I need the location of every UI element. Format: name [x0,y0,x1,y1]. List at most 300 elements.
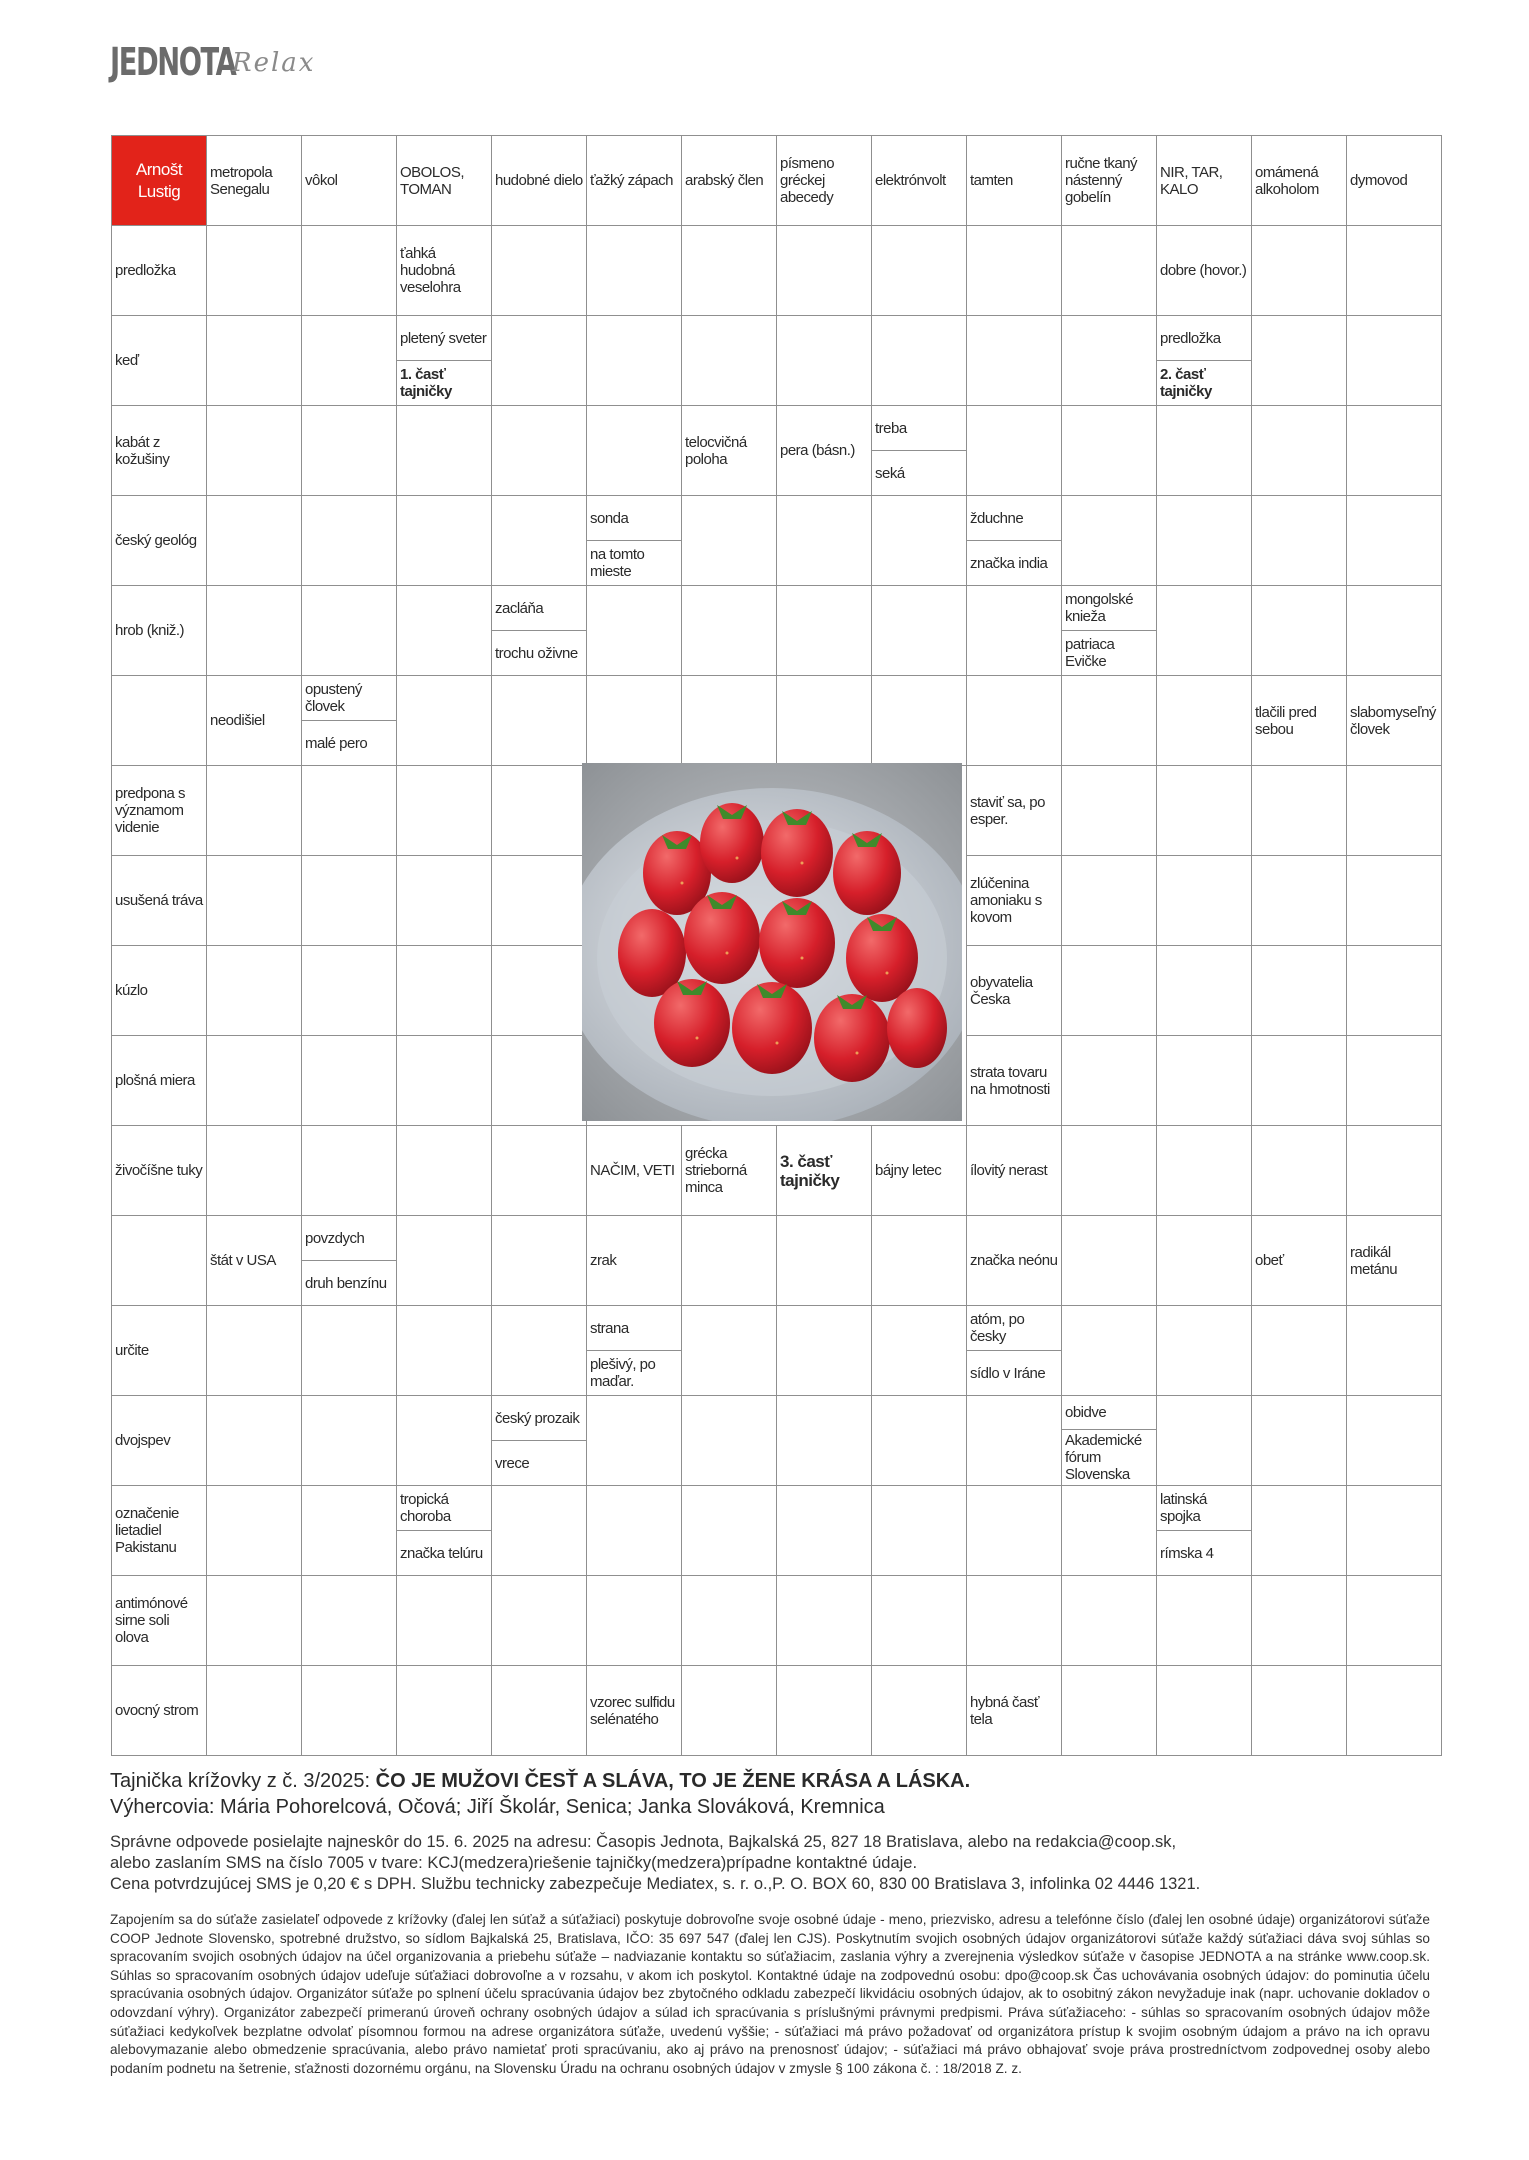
answer-cell[interactable] [397,946,492,1036]
answer-cell[interactable] [682,676,777,766]
answer-cell[interactable] [1157,856,1252,946]
answer-cell[interactable] [872,1216,967,1306]
answer-cell[interactable] [682,1306,777,1396]
answer-cell[interactable] [1157,766,1252,856]
answer-cell[interactable] [1347,1126,1442,1216]
clue-text: radikál metánu [1350,1243,1398,1278]
clue-text: 2. časť tajničky [1160,366,1212,400]
answer-cell[interactable] [207,586,302,676]
answer-cell[interactable] [112,676,207,766]
clue-text: grécka strieborná minca [685,1145,747,1196]
clue-cell [682,406,777,496]
clue-text: značka telúru [400,1544,483,1562]
clue-cell [587,1666,682,1756]
clue-text: český prozaik [492,1396,586,1441]
clue-cell-split [397,1486,492,1576]
answer-cell[interactable] [587,1486,682,1576]
answer-cell[interactable] [1252,496,1347,586]
clue-text: hudobné dielo [495,172,583,189]
clue-cell [967,1666,1062,1756]
clue-text: slabomyseľný človek [1350,703,1436,738]
answer-cell[interactable] [492,1576,587,1666]
clue-text: OBOLOS, TOMAN [400,163,465,198]
answer-cell[interactable] [1252,766,1347,856]
answer-cell[interactable] [1347,406,1442,496]
answer-cell[interactable] [302,586,397,676]
answer-cell[interactable] [1062,1126,1157,1216]
answer-cell[interactable] [967,1396,1062,1486]
answer-cell[interactable] [492,406,587,496]
grid-row [112,496,1442,586]
answer-cell[interactable] [1252,1486,1347,1576]
answer-cell[interactable] [872,676,967,766]
answer-cell[interactable] [872,496,967,586]
answer-cell[interactable] [207,1666,302,1756]
clue-text: seká [875,464,905,482]
answer-cell[interactable] [1157,1036,1252,1126]
clue-text: hybná časť tela [970,1693,1040,1728]
solution-answer: ČO JE MUŽOVI ČESŤ A SLÁVA, TO JE ŽENE KRÁSA A LÁSKA. [375,1770,971,1792]
clue-cell [1347,136,1442,226]
clue-text: ílovitý nerast [970,1162,1048,1179]
answer-cell[interactable] [492,496,587,586]
answer-cell[interactable] [587,1396,682,1486]
clue-cell [112,1486,207,1576]
clue-text: ručne tkaný nástenný gobelín [1065,155,1138,206]
answer-cell[interactable] [397,1576,492,1666]
answer-cell[interactable] [207,1486,302,1576]
answer-cell[interactable] [1062,406,1157,496]
clue-text: strata tovaru na hmotnosti [970,1063,1050,1098]
answer-cell[interactable] [682,1216,777,1306]
clue-text: telocvičná poloha [685,433,747,468]
clue-text: predložka [1157,316,1251,361]
clue-cell [967,1036,1062,1126]
answer-cell[interactable] [1157,496,1252,586]
clue-cell-split [302,1216,397,1306]
clue-cell [112,406,207,496]
footer [110,1768,1430,2078]
answer-cell[interactable] [1157,586,1252,676]
answer-cell[interactable] [872,1486,967,1576]
clue-text: zacláňa [492,586,586,631]
clue-cell [967,1216,1062,1306]
clue-cell [1252,676,1347,766]
answer-cell[interactable] [1252,406,1347,496]
clue-text: usušená tráva [115,892,203,909]
clue-cell-split [1062,1396,1157,1486]
answer-cell[interactable] [682,226,777,316]
answer-cell[interactable] [587,1576,682,1666]
answer-cell[interactable] [1347,496,1442,586]
answer-cell[interactable] [1062,226,1157,316]
answer-cell[interactable] [872,226,967,316]
instructions [110,1832,1430,1895]
brand-logo: JEDNOTA [110,40,236,84]
answer-cell[interactable] [302,1486,397,1576]
clue-text: 1. časť tajničky [400,366,452,400]
answer-cell[interactable] [1252,1396,1347,1486]
clue-text: český geológ [115,532,197,549]
clue-text: kúzlo [115,982,148,999]
clue-cell [112,946,207,1036]
clue-cell [112,226,207,316]
clue-text: arabský člen [685,172,764,189]
clue-text: Akademické fórum Slovenska [1065,1432,1142,1483]
answer-cell[interactable] [682,496,777,586]
answer-cell[interactable] [492,226,587,316]
instructions-line: alebo zaslaním SMS na číslo 7005 v tvare: KCJ(medzera)riešenie tajničky(medzera)prípadne kontaktné údaje. [110,1854,918,1872]
clue-text: strana [587,1306,681,1351]
clue-cell [967,946,1062,1036]
clue-cell [967,856,1062,946]
answer-cell[interactable] [397,406,492,496]
answer-cell[interactable] [207,766,302,856]
answer-cell[interactable] [397,766,492,856]
answer-cell[interactable] [1252,1036,1347,1126]
grid-row [112,406,1442,496]
clue-cell [1252,1216,1347,1306]
answer-cell[interactable] [777,1486,872,1576]
answer-cell[interactable] [1252,1576,1347,1666]
answer-cell[interactable] [777,1666,872,1756]
clue-cell [112,1306,207,1396]
clue-cell [112,1576,207,1666]
answer-cell[interactable] [682,1396,777,1486]
answer-cell[interactable] [302,1306,397,1396]
answer-cell[interactable] [1157,946,1252,1036]
answer-cell[interactable] [777,316,872,406]
clue-text: NIR, TAR, KALO [1160,163,1223,198]
theme-cell [112,136,207,226]
answer-cell[interactable] [1062,316,1157,406]
answer-cell[interactable] [1252,856,1347,946]
answer-cell[interactable] [1252,316,1347,406]
answer-cell[interactable] [397,1306,492,1396]
answer-cell[interactable] [967,406,1062,496]
answer-cell[interactable] [777,496,872,586]
answer-cell[interactable] [1157,1216,1252,1306]
answer-cell[interactable] [492,766,587,856]
answer-cell[interactable] [1347,1306,1442,1396]
clue-text: mongolské knieža [1062,586,1156,631]
answer-cell[interactable] [397,676,492,766]
answer-cell[interactable] [1062,496,1157,586]
answer-cell[interactable] [1062,1576,1157,1666]
clue-cell [777,136,872,226]
answer-cell[interactable] [302,496,397,586]
clue-text: označenie lietadiel Pakistanu [115,1505,179,1556]
answer-cell[interactable] [1157,1306,1252,1396]
answer-cell[interactable] [397,586,492,676]
answer-cell[interactable] [207,946,302,1036]
answer-cell[interactable] [492,1666,587,1756]
clue-text: obyvatelia Česka [970,973,1033,1008]
answer-cell[interactable] [777,676,872,766]
answer-cell[interactable] [872,1666,967,1756]
answer-cell[interactable] [1252,226,1347,316]
clue-cell [1157,226,1252,316]
clue-text: plešivý, po maďar. [590,1356,656,1390]
answer-cell[interactable] [397,1396,492,1486]
clue-text: predložka [115,262,176,279]
clue-text: staviť sa, po esper. [970,793,1045,828]
answer-cell[interactable] [1252,946,1347,1036]
clue-text: Arnošt Lustig [135,159,183,201]
clue-text: rímska 4 [1160,1544,1214,1562]
answer-cell[interactable] [302,226,397,316]
answer-cell[interactable] [967,586,1062,676]
clue-text: neodišiel [210,712,265,729]
answer-cell[interactable] [872,316,967,406]
answer-cell[interactable] [967,1486,1062,1576]
answer-cell[interactable] [777,1396,872,1486]
grid-row [112,136,1442,226]
answer-cell[interactable] [302,1036,397,1126]
clue-text: NAČIM, VETI [590,1162,675,1179]
answer-cell[interactable] [492,1486,587,1576]
answer-cell[interactable] [207,316,302,406]
answer-cell[interactable] [1252,1666,1347,1756]
answer-cell[interactable] [967,676,1062,766]
answer-cell[interactable] [207,1036,302,1126]
answer-cell[interactable] [492,316,587,406]
answer-cell[interactable] [302,946,397,1036]
answer-cell[interactable] [1347,1036,1442,1126]
answer-cell[interactable] [1252,586,1347,676]
answer-cell[interactable] [397,496,492,586]
answer-cell[interactable] [207,1126,302,1216]
answer-cell[interactable] [492,1126,587,1216]
answer-cell[interactable] [302,1576,397,1666]
clue-text: zlúčenina amoniaku s kovom [970,875,1042,926]
answer-cell[interactable] [1347,586,1442,676]
answer-cell[interactable] [1062,1216,1157,1306]
clue-text: žduchne [967,496,1061,541]
clue-text: dymovod [1350,172,1408,189]
clue-text: omámená alkoholom [1255,163,1319,198]
answer-cell[interactable] [682,1666,777,1756]
answer-cell[interactable] [1157,676,1252,766]
answer-cell[interactable] [207,1576,302,1666]
clue-text: dvojspev [115,1432,171,1449]
clue-cell [397,226,492,316]
clue-text: vôkol [305,172,338,189]
answer-cell[interactable] [682,586,777,676]
clue-text: obeť [1255,1252,1284,1269]
clue-text: ovocný strom [115,1702,199,1719]
answer-cell[interactable] [872,586,967,676]
answer-cell[interactable] [1062,1666,1157,1756]
answer-cell[interactable] [872,1396,967,1486]
clue-cell [112,316,207,406]
answer-cell[interactable] [397,1216,492,1306]
clue-cell [777,1126,872,1216]
clue-cell [112,1126,207,1216]
answer-cell[interactable] [1157,406,1252,496]
clue-text: živočíšne tuky [115,1162,203,1179]
answer-cell[interactable] [1157,1666,1252,1756]
answer-cell[interactable] [1347,1666,1442,1756]
answer-cell[interactable] [872,1576,967,1666]
answer-cell[interactable] [492,1306,587,1396]
clue-text: sonda [587,496,681,541]
clue-cell [1157,136,1252,226]
clue-text: tlačili pred sebou [1255,703,1317,738]
clue-cell [112,586,207,676]
answer-cell[interactable] [302,406,397,496]
answer-cell[interactable] [207,226,302,316]
answer-cell[interactable] [682,316,777,406]
answer-cell[interactable] [302,1126,397,1216]
clue-text: značka neónu [970,1252,1058,1269]
answer-cell[interactable] [397,1036,492,1126]
answer-cell[interactable] [1347,1576,1442,1666]
answer-cell[interactable] [682,1576,777,1666]
clue-cell [872,1126,967,1216]
answer-cell[interactable] [587,586,682,676]
clue-cell [1347,1216,1442,1306]
answer-cell[interactable] [207,496,302,586]
answer-cell[interactable] [587,316,682,406]
answer-cell[interactable] [777,1576,872,1666]
clue-cell-split [967,1306,1062,1396]
answer-cell[interactable] [207,1306,302,1396]
legal-text: Zapojením sa do súťaže zasielateľ odpovede z krížovky (ďalej len súťaž a súťažiaci) poskytuje dobrovoľne svoje osobné údaje - meno, priezvisko, adresu a telefónne číslo (ďalej len osobné údaje) organizátorovi súťaže COOP Jednote Slovensko, spotrebné družstvo, so sídlom Bajkalská 25, Bratislava, IČO: 35 697 547 (ďalej len CJS). Poskytnutím svojich osobných údajov organizátorovi súťaže každý súťažiaci dáva svoj súhlas so spracovaním svojich osobných údajov na účel organizovania a priebehu súťaže – nadviazanie kontaktu so súťažiacim, zaslania výhry a zverejnenia výsledkov súťaže v časopise JEDNOTA a na stránke www.coop.sk. Súhlas so spracovaním osobných údajov udeľuje súťažiaci dobrovoľne a v rozsahu, v akom ich poskytol. Kontaktné údaje na zodpovednú osobu: dpo@coop.sk Čas uchovávania osobných údajov: do pominutia účelu spracúvania osobných údajov. Organizátor súťaže po splnení účelu spracúvania údajov bez zbytočného odkladu zabezpečí likvidáciu osobných údajov, ak to osobitný zákon nevyžaduje inak (napr. uchovanie dokladov o odovzdaní výhry). Organizátor zabezpečí primeranú úroveň ochrany osobných údajov a súlad ich spracúvania s príslušnými právnymi predpismi. Práva súťažiaceho: - súhlas so spracovaním osobných údajov môže súťažiaci kedykoľvek bezplatne odvolať písomnou formou na adrese organizátora súťaže, uvedenú vyššie; - súťažiaci má právo požadovať od organizátora prístup k svojim osobným údajom a právo na ich opravu alebovymazanie alebo obmedzenie spracúvania, alebo právo namietať proti spracúvaniu, ako aj právo na prenosnosť údajov; - súťažiaci má právo obhajovať svoje práva prostredníctvom zodpovednej osoby alebo podaním podnetu na šetrenie, sťažnosti dozornému orgánu, na Slovensku Úradu na ochranu osobných údajov v zmysle § 100 zákona č. : 18/2018 Z. z. [110,1912,1430,2076]
answer-cell[interactable] [302,1396,397,1486]
grid-row [112,1396,1442,1486]
answer-cell[interactable] [1252,1306,1347,1396]
winners: Výhercovia: Mária Pohorelcová, Očová; Jiří Školár, Senica; Janka Slováková, Kremnica [110,1796,885,1818]
answer-cell[interactable] [397,1666,492,1756]
section-label: Relax [232,48,316,78]
clue-text: tamten [970,172,1013,189]
grid-row [112,1486,1442,1576]
clue-text: bájny letec [875,1162,942,1179]
clue-text: keď [115,352,139,369]
answer-cell[interactable] [587,226,682,316]
clue-cell-split [397,316,492,406]
clue-cell-split [1157,1486,1252,1576]
clue-text: plošná miera [115,1072,195,1089]
clue-cell [112,1396,207,1486]
answer-cell[interactable] [777,226,872,316]
clue-text: elektrónvolt [875,172,946,189]
grid-row [112,586,1442,676]
clue-text: vzorec sulfidu selénatého [590,1693,675,1728]
answer-cell[interactable] [492,856,587,946]
grid-row [112,1216,1442,1306]
answer-cell[interactable] [1062,856,1157,946]
answer-cell[interactable] [492,1036,587,1126]
clue-text: zrak [590,1252,617,1269]
answer-cell[interactable] [302,1666,397,1756]
answer-cell[interactable] [777,1306,872,1396]
answer-cell[interactable] [777,1216,872,1306]
answer-cell[interactable] [397,856,492,946]
clue-text: písmeno gréckej abecedy [780,155,835,206]
answer-cell[interactable] [967,226,1062,316]
answer-cell[interactable] [1062,676,1157,766]
answer-cell[interactable] [1347,1486,1442,1576]
clue-text: antimónové sirne soli olova [115,1595,188,1646]
answer-cell[interactable] [1347,1396,1442,1486]
answer-cell[interactable] [207,406,302,496]
answer-cell[interactable] [967,1576,1062,1666]
answer-cell[interactable] [587,676,682,766]
answer-cell[interactable] [492,676,587,766]
answer-cell[interactable] [1347,226,1442,316]
answer-cell[interactable] [302,316,397,406]
clue-text: sídlo v Iráne [970,1364,1046,1382]
answer-cell[interactable] [492,946,587,1036]
clue-cell [587,1126,682,1216]
answer-cell[interactable] [1347,316,1442,406]
clue-text: 3. časť tajničky [780,1151,840,1190]
clue-cell-split [872,406,967,496]
clue-cell [872,136,967,226]
clue-cell [207,136,302,226]
clue-cell [1252,136,1347,226]
clue-cell [207,1216,302,1306]
clue-cell [777,406,872,496]
clue-cell-split [492,1396,587,1486]
clue-cell [967,1126,1062,1216]
solution-prefix: Tajnička krížovky z č. 3/2025: [110,1770,376,1792]
clue-cell [112,1666,207,1756]
answer-cell[interactable] [777,586,872,676]
clue-text: ťažký zápach [590,172,674,189]
answer-cell[interactable] [872,1306,967,1396]
answer-cell[interactable] [1062,1306,1157,1396]
answer-cell[interactable] [397,1126,492,1216]
instructions-line: Správne odpovede posielajte najneskôr do 15. 6. 2025 na adresu: Časopis Jednota, Bajkalská 25, 827 18 Bratislava, alebo na redakcia@coop.sk, [110,1833,1177,1851]
clue-cell [112,1036,207,1126]
answer-cell[interactable] [492,1216,587,1306]
clue-cell [587,136,682,226]
answer-cell[interactable] [1347,766,1442,856]
answer-cell[interactable] [302,766,397,856]
clue-cell [397,136,492,226]
answer-cell[interactable] [1347,946,1442,1036]
answer-cell[interactable] [967,316,1062,406]
answer-cell[interactable] [1062,946,1157,1036]
answer-cell[interactable] [1062,1036,1157,1126]
clue-cell [682,136,777,226]
clue-text: tropická choroba [397,1486,491,1531]
answer-cell[interactable] [1062,1486,1157,1576]
answer-cell[interactable] [587,406,682,496]
clue-cell-split [1062,586,1157,676]
answer-cell[interactable] [1062,766,1157,856]
grid-row [112,1306,1442,1396]
answer-cell[interactable] [1252,1126,1347,1216]
answer-cell[interactable] [207,856,302,946]
answer-cell[interactable] [1157,1576,1252,1666]
clue-cell-split [1157,316,1252,406]
answer-cell[interactable] [682,1486,777,1576]
clue-text: predpona s významom videnie [115,785,186,836]
answer-cell[interactable] [1347,856,1442,946]
clue-cell [967,766,1062,856]
clue-cell [1062,136,1157,226]
answer-cell[interactable] [207,1396,302,1486]
answer-cell[interactable] [1157,1126,1252,1216]
answer-cell[interactable] [1157,1396,1252,1486]
answer-cell[interactable] [112,1216,207,1306]
answer-cell[interactable] [302,856,397,946]
clue-text: malé pero [305,734,368,752]
